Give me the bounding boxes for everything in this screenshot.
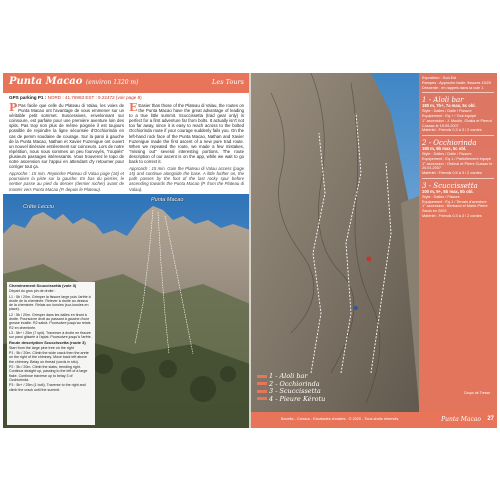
intro-french: P Pas facile que celle du Plateau di Valau, les voies de Punta Macao ont l'avantage de vous emmener sur un véritable petit sommet. Suscessives, envelonnant sur coinsoure, est parfaite pour une première aventure loin des spits. Pas trop non plus de même poignée il est toujours possible de rejoindre la ligne sécurisée d'Occhiorinda en cas de pemm soudaine de courage. Sur la paroi à gauche de la Punta Macao, Nathan et Xavier Fuzenigue ont ouvert un nouvel itinéraire entièrement sur coinceurs. Lors de notre répétition, nous nous sommes un peu fourvoyés, "roupiés" plusieurs passages intéressants. Vous trouverez le topo de notre ascension sur l'appui en attendant d'y retourner pour corriger tout ça. Approche : 15 min. Rejoindre Plateau di Valau page (16) et poursuivre la piste sur la gauche. En bas du pierrier, le sentier passe au pied du dernier (dernier rocher) avant de monter vers Punta Macao (P. depuis le Plateau). bbox=[9, 101, 124, 192]
topo-line: Start from the large pine tree on the right bbox=[9, 345, 74, 350]
topo-title-english: Route description Scuccissetta (route 3) bbox=[9, 339, 86, 345]
intro-english: E Easier than those of the Plateau di Valau, the routes on the Punta Macao have the great advantage of leading to a true little summit. Scuccissetta (trad gear only) is perfect for a first adventure far from bolts. It actually isn't not too far away, since it is easy to reach across to the bolted Occhiorinda route if your courage suddenly fails you. On the left-hand rock face of the Punta Macao, Nathan and Xavier Fuzenigue made the first ascent of a new pure trad route. When we repeated the route, we made a few mistakes, "missing out" several interesting portions. The route description of our ascent is on the app, while we wait to go back to correct it. Approach : 15 min. Gain the Plateau di Valau access (page 15) and continue alongside the base. A little further on, the path passes by the foot of the last rocky spur before ascending towards the Punta Macao (P. from the Plateau di Valau). bbox=[129, 101, 244, 192]
route-line: 1° ascension : Bertrand et Marie-Pierre Saulo en 2003 bbox=[422, 204, 488, 214]
topo-line: Départ du gros pin de droite : bbox=[9, 289, 56, 294]
right-page bbox=[251, 73, 497, 428]
legend-item: 1 - Aloli bar bbox=[257, 373, 325, 381]
drop-cap: E bbox=[129, 101, 138, 114]
sector-label: Les Tours bbox=[212, 78, 244, 86]
photo-label-left: Crête Lecciu bbox=[23, 204, 54, 210]
route-line: Matériel : Friends 0.3 à 3 / 2 cordes bbox=[422, 213, 482, 218]
photo-label-right: Punta Macao bbox=[151, 197, 184, 203]
route-line: Matériel : Friends 0.5 à 3 / 2 cordes bbox=[422, 171, 482, 176]
topo-line: P3 : 5b+ / 25m (1 bolt). Traverse to the right and climb the crack until the summit. bbox=[9, 383, 86, 392]
topo-line: L3 : 5b+ / 25m (7 spit). Traverser à droite en fissure sur paroi glissée à l'aplat. Poursuivre jusqu'à l'arête. bbox=[9, 330, 92, 340]
topo-line: L1 : 5b / 20m. Grimper la fissure large puis l'arête à droite de la cheminée. Relever à droite au dessus de la cheminée. Relais sur lunules (sur-lunules en place). bbox=[9, 294, 91, 312]
left-page bbox=[3, 73, 250, 428]
route-line: Equipement : Eq.+ / Tout équipé bbox=[422, 113, 477, 118]
footer-copyright: Bavella - Corsica - Escalades choisies - © 2020 - Tous droits réservés bbox=[281, 417, 399, 421]
drop-cap: P bbox=[9, 101, 18, 114]
page-footer bbox=[251, 412, 497, 428]
gps-info: GPS parking P1 : NORD : 41.76983 EST : 9.22472 (voir page 8) bbox=[9, 95, 142, 100]
route-title: 3 - Scuccissetta bbox=[422, 181, 478, 190]
crag-panorama bbox=[3, 194, 250, 428]
route-line: Matériel : Friends 0.3 à 3 / 2 cordes bbox=[422, 128, 482, 133]
route-line: Style : Dalles / Dalle / Fissure bbox=[422, 109, 472, 114]
route-info-panel bbox=[419, 73, 497, 420]
legend-item: 4 - Pieure Kérotu bbox=[257, 396, 325, 404]
route-line: 1° ascension : Ordinal et Pierre Cussac le 20.01.2007 bbox=[422, 161, 493, 171]
topo-title-french: Cheminement Scuccissetta (voie 3) bbox=[9, 283, 77, 288]
route-line: Style : Dalles / Fissure bbox=[422, 194, 460, 199]
footer-title: Punta Macao bbox=[441, 416, 481, 423]
info-line: Descente : en rappels dans la voie 1 bbox=[422, 85, 484, 90]
route-specs: 180 m, 7b+, 7a max, 5c obl. bbox=[422, 103, 476, 109]
route-specs: 100 m, 5+, 5b max, 5b obl. bbox=[422, 188, 474, 194]
guidebook-spread bbox=[3, 73, 497, 428]
route-title: 2 - Occhiorinda bbox=[422, 139, 477, 148]
topo-line: P1 : 5b / 20m. Climb the wide crack then the arete on the right of the chimney. Move back left above the chimney. Belay on thread (cords in situ). bbox=[9, 351, 89, 364]
route-description-box bbox=[7, 282, 95, 425]
photo-caption: Coups de Tresse bbox=[463, 391, 491, 395]
route-line: Style : Dalles / Dalle / Fissure bbox=[422, 151, 472, 156]
info-line: Exposition : Sud-Est bbox=[422, 76, 457, 80]
approach-english: Approach : 15 min. Gain the Plateau di Valau access (page 15) and continue alongside the base. A little further on, the path passes by the foot of the last rocky spur before ascending towards the Punta Macao (P. from the Plateau di Valau). bbox=[129, 166, 244, 192]
page-number: 27 bbox=[487, 416, 494, 422]
route-legend bbox=[257, 373, 325, 403]
approach-french: Approche : 15 min. Rejoindre Plateau di Valau page (16) et poursuivre la piste sur la gauche. En bas du pierrier, le sentier passe au pied du dernier (dernier rocher) avant de monter vers Punta Macao (P. depuis le Plateau). bbox=[9, 171, 124, 192]
legend-item: 3 - Scuccissetta bbox=[257, 388, 325, 396]
route-title: 1 - Aloli bar bbox=[422, 96, 464, 105]
topo-line: P2 : 5b / 20m. Climb the slabs, trending right. Continue straight up, passing to the left of a large flake. Continue traverse up to belay 3 of Occhiorinda. bbox=[9, 365, 88, 382]
route-line: 1° ascension : J. Moulin, Ghalia et Pierrot Cussac le 19.09.2007 bbox=[422, 118, 492, 128]
page-header bbox=[3, 73, 250, 93]
legend-item: 2 - Occhiorinda bbox=[257, 381, 325, 389]
route-line: Equipement : Eq.1 / Terrain d'aventure bbox=[422, 199, 487, 204]
topo-line: L2 : 5b / 20m. Grimper dans les dalles en tirant à droite. Poursuivre droit au passant à gauche d'une grosse écaille. R2 sabot. Poursuivre jusqu'au relais R2 en cheminée. bbox=[9, 312, 91, 330]
route-line: Equipement : Eq.1 / Partiellement équipé bbox=[422, 156, 492, 161]
route-specs: 180 m, 6b max, 5c obl. bbox=[422, 146, 467, 152]
climber-figure bbox=[367, 257, 372, 262]
page-title: Punta Macao (environ 1320 m) bbox=[9, 76, 139, 87]
info-line: Rampes : Approche facile, fissures 15/20 bbox=[422, 80, 492, 85]
